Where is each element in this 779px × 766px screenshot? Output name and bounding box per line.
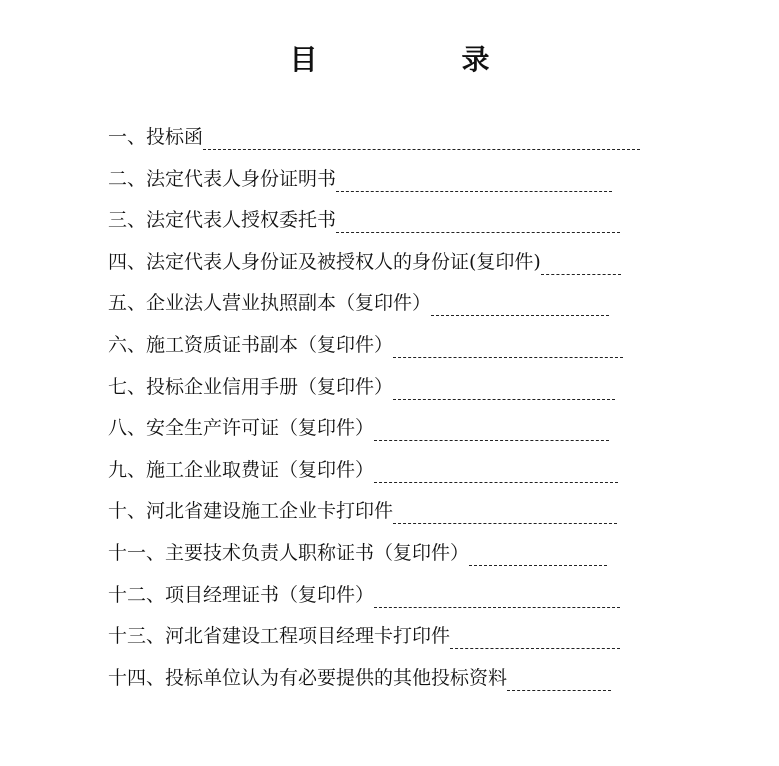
page-title: 目 录 — [289, 43, 548, 76]
toc-item — [108, 166, 688, 208]
toc-item-label: 法定代表人身份证明书 — [146, 167, 337, 190]
toc-item-label: 项目经理证书（复印件） — [165, 583, 375, 606]
toc-item — [108, 124, 688, 166]
toc-item-label: 河北省建设工程项目经理卡打印件 — [165, 625, 451, 648]
toc-leader-line — [469, 551, 607, 566]
toc-item-number: 九、 — [108, 458, 147, 481]
toc-leader-line — [431, 301, 609, 316]
toc-item-label: 施工资质证书副本（复印件） — [146, 333, 394, 356]
toc-item-label: 主要技术负责人职称证书（复印件） — [165, 541, 470, 564]
toc-item — [108, 540, 688, 582]
toc-item — [108, 498, 688, 540]
toc-leader-line — [393, 509, 617, 524]
toc-item — [108, 207, 688, 249]
toc-item-number: 五、 — [108, 292, 147, 315]
toc-item-number: 十一、 — [108, 541, 166, 564]
toc-item-number: 十二、 — [108, 583, 166, 606]
toc-item-number: 三、 — [108, 209, 147, 232]
toc-leader-line — [450, 634, 620, 649]
toc-leader-line — [374, 426, 609, 441]
toc-item-label: 法定代表人身份证及被授权人的身份证(复印件) — [146, 250, 541, 273]
toc-item — [108, 374, 688, 416]
toc-item-label: 投标企业信用手册（复印件） — [146, 375, 394, 398]
toc-leader-line — [336, 177, 612, 192]
toc-item-label: 河北省建设施工企业卡打印件 — [146, 500, 394, 523]
toc-item — [108, 249, 688, 291]
toc-item-label: 安全生产许可证（复印件） — [146, 417, 375, 440]
toc-leader-line — [336, 218, 620, 233]
toc-item — [108, 457, 688, 499]
toc-leader-line — [541, 260, 621, 275]
toc-item — [108, 582, 688, 624]
toc-item-number: 六、 — [108, 333, 147, 356]
toc-item-number: 七、 — [108, 375, 147, 398]
table-of-contents — [108, 124, 688, 706]
toc-item — [108, 665, 688, 707]
toc-item — [108, 290, 688, 332]
toc-leader-line — [393, 385, 615, 400]
toc-leader-line — [393, 343, 623, 358]
toc-item-number: 十四、 — [108, 666, 166, 689]
toc-item — [108, 623, 688, 665]
toc-item-number: 四、 — [108, 250, 147, 273]
toc-leader-line — [203, 135, 640, 150]
toc-item-number: 十、 — [108, 500, 147, 523]
toc-item-label: 投标单位认为有必要提供的其他投标资料 — [165, 666, 508, 689]
toc-item-number: 二、 — [108, 167, 147, 190]
toc-leader-line — [507, 676, 611, 691]
toc-item-label: 施工企业取费证（复印件） — [146, 458, 375, 481]
toc-item-number: 十三、 — [108, 625, 166, 648]
toc-item-number: 八、 — [108, 417, 147, 440]
toc-item-number: 一、 — [108, 126, 147, 148]
toc-item — [108, 332, 688, 374]
toc-item — [108, 415, 688, 457]
toc-leader-line — [374, 593, 620, 608]
toc-leader-line — [374, 468, 618, 483]
toc-item-label: 法定代表人授权委托书 — [146, 209, 337, 232]
toc-item-label: 企业法人营业执照副本（复印件） — [146, 292, 432, 315]
toc-item-label: 投标函 — [146, 126, 204, 148]
